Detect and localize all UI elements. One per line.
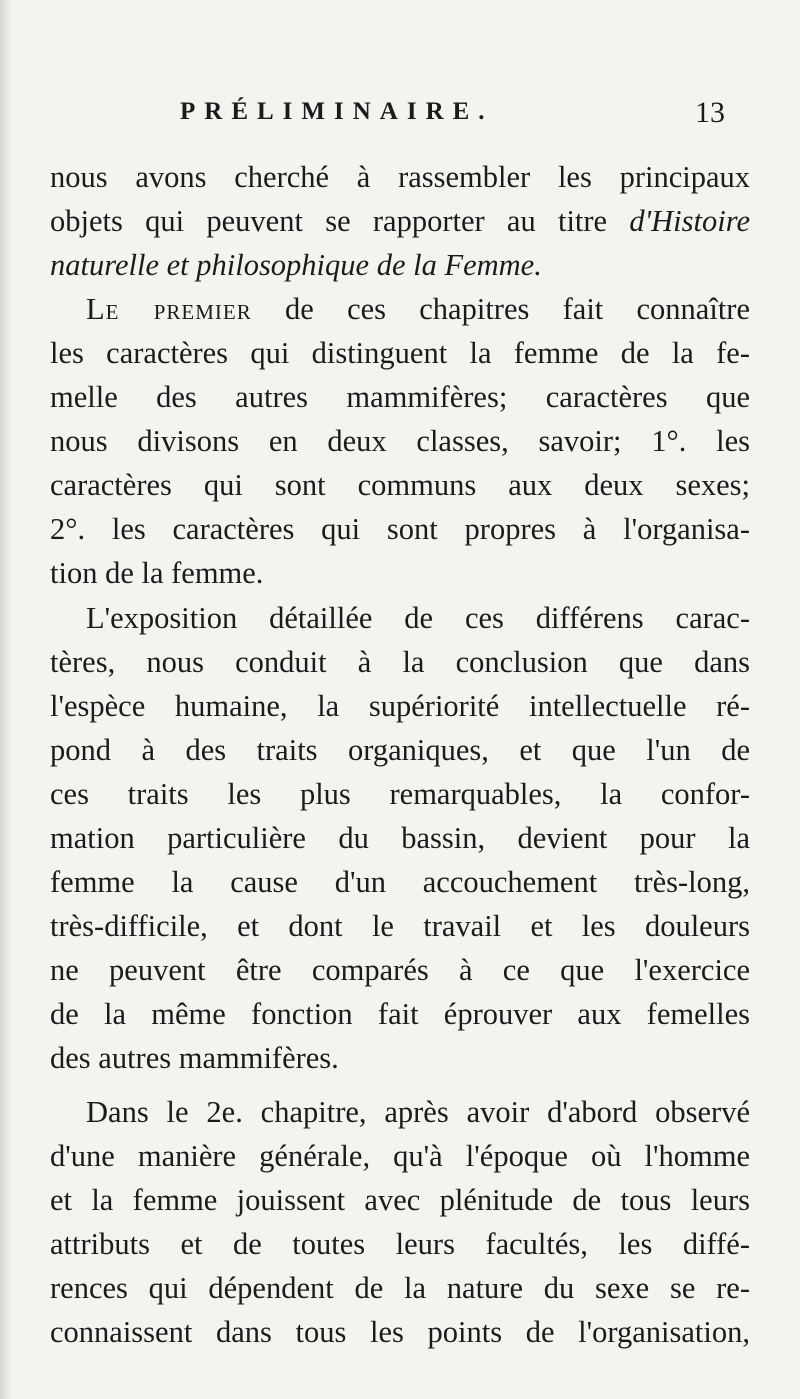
- text-line: Dans le 2e. chapitre, après avoir d'abord observé: [86, 1095, 750, 1129]
- text-line: les caractères qui distinguent la femme de la fe-: [50, 336, 750, 370]
- text-line: ne peuvent être comparés à ce que l'exercice: [50, 953, 750, 987]
- page-edge-shadow: [0, 0, 12, 1399]
- text-line: [86, 287, 750, 331]
- text-line: tion de la femme.: [50, 556, 264, 590]
- text-line: l'espèce humaine, la supériorité intellectuelle ré-: [50, 689, 750, 723]
- text-line: et la femme jouissent avec plénitude de tous leurs: [50, 1183, 750, 1217]
- text-line: d'une manière générale, qu'à l'époque où l'homme: [50, 1139, 750, 1173]
- text-line: tères, nous conduit à la conclusion que dans: [50, 645, 750, 679]
- text-line: L'exposition détaillée de ces différens carac-: [86, 601, 750, 635]
- text-line: femme la cause d'un accouchement très-long,: [50, 865, 750, 899]
- text-line: 2°. les caractères qui sont propres à l'organisa-: [50, 512, 750, 546]
- running-head: PRÉLIMINAIRE.: [180, 98, 494, 125]
- text-line: pond à des traits organiques, et que l'un de: [50, 733, 750, 767]
- page-number: 13: [695, 96, 725, 129]
- text-line: ces traits les plus remarquables, la confor-: [50, 777, 750, 811]
- text-line: caractères qui sont communs aux deux sexes;: [50, 468, 750, 502]
- text-line: nous divisons en deux classes, savoir; 1°. les: [50, 424, 750, 458]
- page-header: [55, 96, 735, 136]
- italic-title: naturelle et philosophique de la Femme.: [50, 248, 542, 282]
- text-line: nous avons cherché à rassembler les principaux: [50, 160, 750, 194]
- text-segment: objets qui peuvent se rapporter au titre: [50, 204, 630, 238]
- text-segment: de ces chapitres fait connaître: [251, 292, 750, 326]
- text-line: rences qui dépendent de la nature du sexe se re-: [50, 1271, 750, 1305]
- italic-title: d'Histoire: [629, 204, 750, 238]
- text-line: très-difficile, et dont le travail et les douleurs: [50, 909, 750, 943]
- text-line: attributs et de toutes leurs facultés, les diffé-: [50, 1227, 750, 1261]
- text-line: melle des autres mammifères; caractères que: [50, 380, 750, 414]
- small-caps-lead: Le premier: [86, 292, 252, 326]
- text-line: de la même fonction fait éprouver aux femelles: [50, 997, 750, 1031]
- text-line: des autres mammifères.: [50, 1041, 339, 1075]
- text-line: [50, 199, 750, 243]
- text-line: [50, 243, 750, 287]
- text-line: mation particulière du bassin, devient pour la: [50, 821, 750, 855]
- text-line: connaissent dans tous les points de l'organisation,: [50, 1315, 750, 1349]
